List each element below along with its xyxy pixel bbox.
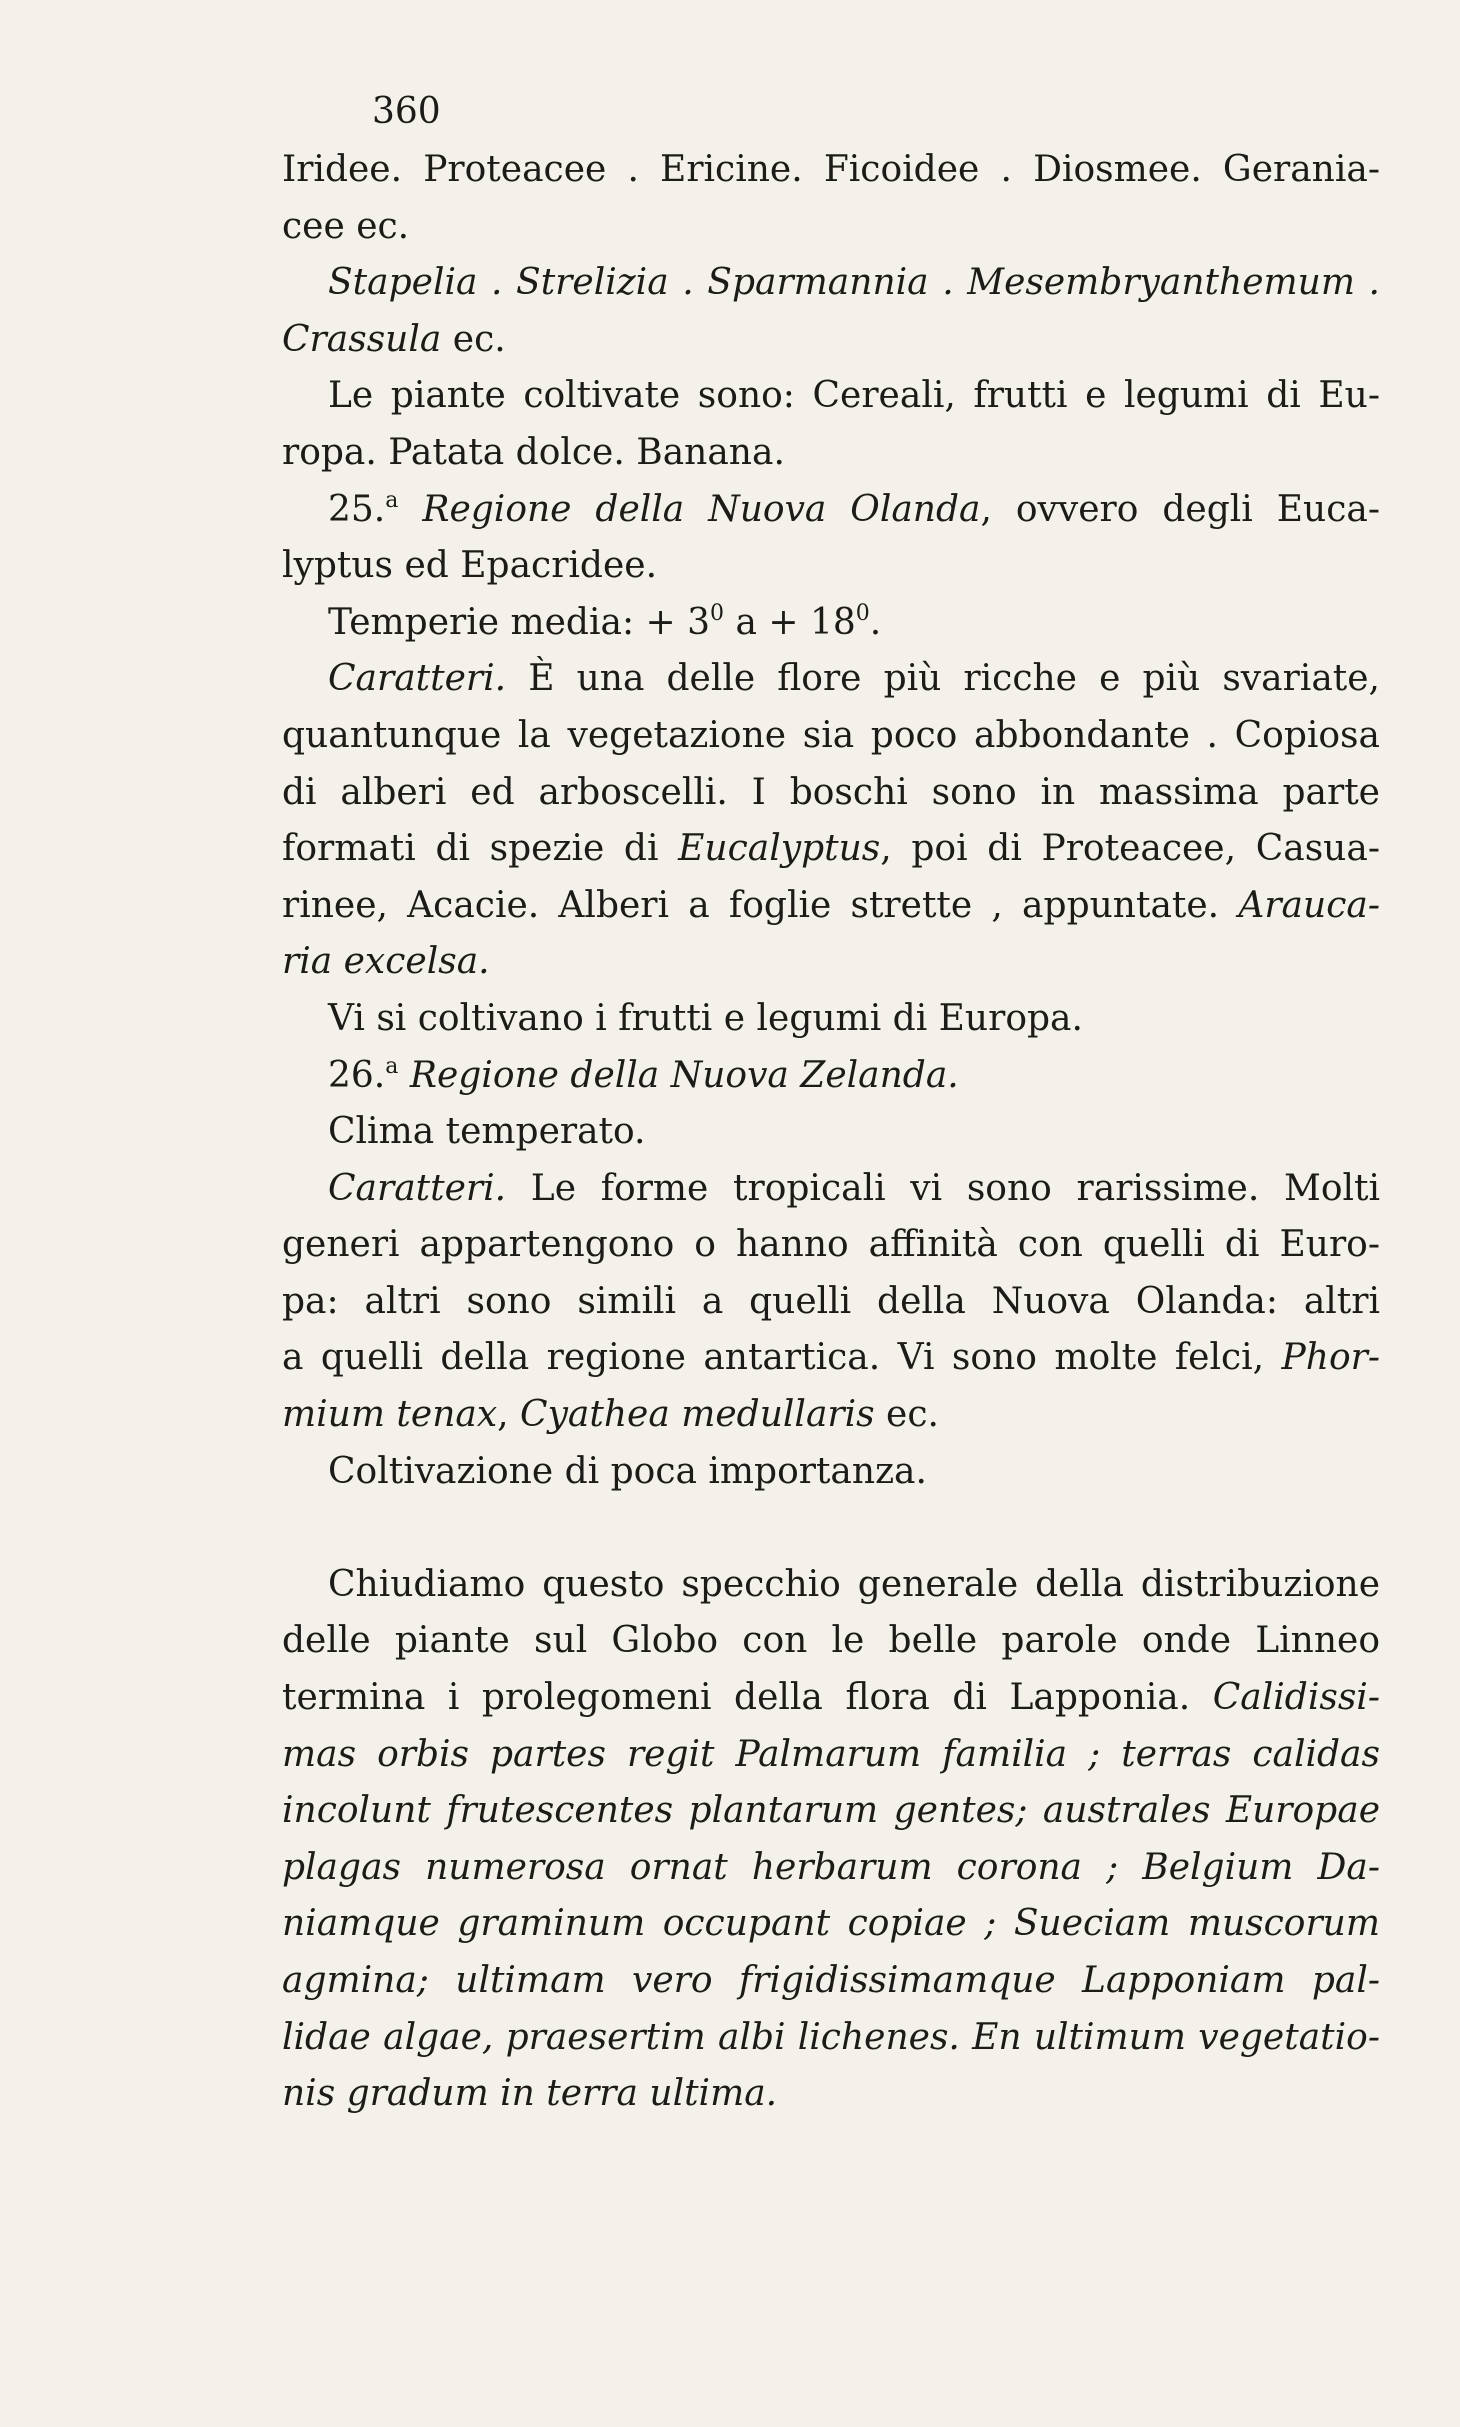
italic-text: Cyathea medullaris: [520, 1394, 875, 1436]
text-segment: Le piante coltivate sono: Cereali, frutti e legumi di Eu-: [328, 375, 1380, 417]
text-line: [282, 2010, 1380, 2067]
text-segment: Temperie media: + 3: [328, 601, 711, 643]
text-line: [282, 1104, 1380, 1161]
text-segment: 26.: [328, 1054, 386, 1096]
italic-text: plagas numerosa ornat herbarum corona ; Belgium Da-: [282, 1846, 1380, 1888]
text-line: [282, 821, 1380, 878]
text-segment: ropa. Patata dolce. Banana.: [282, 431, 785, 473]
text-segment: ec.: [441, 318, 506, 360]
body-text: [282, 142, 1380, 2123]
italic-text: mium tenax: [282, 1394, 498, 1436]
text-line: [282, 1670, 1380, 1727]
italic-text: Regione della Nuova Olanda: [422, 488, 981, 530]
text-segment: formati di spezie di: [282, 828, 679, 870]
italic-text: Phor-: [1281, 1337, 1380, 1379]
text-line: [282, 142, 1380, 199]
text-line: [282, 1953, 1380, 2010]
text-segment: È una delle flore più ricche e più svariate,: [506, 658, 1380, 700]
text-segment: Chiudiamo questo specchio generale della distribuzione: [328, 1563, 1380, 1605]
italic-text: Calidissi-: [1212, 1677, 1380, 1719]
text-line: [282, 482, 1380, 539]
text-segment: Iridee. Proteacee . Ericine. Ficoidee . Diosmee. Gerania-: [282, 149, 1380, 190]
text-segment: quantunque la vegetazione sia poco abbondante . Copiosa: [282, 714, 1380, 756]
italic-text: Regione della Nuova Zelanda.: [409, 1054, 959, 1096]
text-segment: ,: [497, 1394, 521, 1436]
text-line: [282, 425, 1380, 482]
text-line: [282, 368, 1380, 425]
text-segment: termina i prolegomeni della flora di Lapponia.: [282, 1677, 1213, 1719]
text-segment: Clima temperato.: [328, 1111, 646, 1153]
superscript: 0: [855, 600, 870, 626]
text-line: [282, 1557, 1380, 1614]
text-line: [282, 1217, 1380, 1274]
italic-text: nis gradum in terra ultima.: [282, 2073, 778, 2115]
text-line: [282, 595, 1380, 652]
text-segment: ec.: [874, 1394, 939, 1436]
text-segment: pa: altri sono simili a quelli della Nuova Olanda: altri: [282, 1280, 1380, 1322]
text-line: [282, 991, 1380, 1048]
italic-text: niamque graminum occupant copiae ; Sueciam muscorum: [282, 1903, 1380, 1945]
text-line: [282, 1613, 1380, 1670]
text-segment: , ovvero degli Euca-: [980, 488, 1380, 530]
text-segment: Coltivazione di poca importanza.: [328, 1450, 927, 1492]
text-line: [282, 1840, 1380, 1897]
text-segment: delle piante sul Globo con le belle parole onde Linneo: [282, 1620, 1380, 1662]
text-line: [282, 1727, 1380, 1784]
text-segment: lyptus ed Epacridee.: [282, 545, 658, 587]
text-line: [282, 2066, 1380, 2123]
text-segment: cee ec.: [282, 205, 410, 247]
text-line: [282, 934, 1380, 991]
superscript: 0: [710, 600, 725, 626]
text-line: [282, 312, 1380, 369]
italic-text: Caratteri.: [328, 1167, 507, 1209]
italic-text: Eucalyptus: [678, 828, 881, 870]
text-line: [282, 255, 1380, 312]
text-line: [282, 199, 1380, 256]
text-line: [282, 1783, 1380, 1840]
text-line: [282, 1330, 1380, 1387]
text-segment: a + 18: [724, 601, 856, 643]
superscript: a: [385, 1053, 399, 1079]
text-line: [282, 1161, 1380, 1218]
paragraph-spacer: [282, 1500, 1380, 1557]
text-segment: a quelli della regione antartica. Vi sono molte felci,: [282, 1337, 1282, 1379]
text-segment: Vi si coltivano i frutti e legumi di Europa.: [328, 997, 1083, 1039]
page-number: 360: [372, 91, 441, 132]
text-segment: .: [869, 601, 882, 643]
text-line: [282, 1274, 1380, 1331]
italic-text: agmina; ultimam vero frigidissimamque Lapponiam pal-: [282, 1960, 1380, 2001]
text-segment: , poi di Proteacee, Casua-: [880, 828, 1380, 870]
text-segment: rinee, Acacie. Alberi a foglie strette , appuntate.: [282, 884, 1239, 926]
italic-text: Caratteri.: [328, 658, 507, 700]
italic-text: Arauca-: [1238, 884, 1380, 926]
text-segment: [398, 1055, 409, 1096]
text-line: [282, 1048, 1380, 1105]
text-line: [282, 878, 1380, 935]
italic-text: ria excelsa.: [282, 941, 490, 983]
italic-text: incolunt frutescentes plantarum gentes; australes Europae: [282, 1790, 1380, 1832]
text-line: [282, 1896, 1380, 1953]
italic-text: mas orbis partes regit Palmarum familia ; terras calidas: [282, 1733, 1380, 1775]
text-segment: 25.: [328, 488, 386, 530]
text-line: [282, 651, 1380, 708]
italic-text: Crassula: [282, 318, 442, 360]
text-line: [282, 765, 1380, 822]
text-line: [282, 708, 1380, 765]
text-line: [282, 538, 1380, 595]
superscript: a: [385, 487, 399, 513]
text-line: [282, 1387, 1380, 1444]
text-line: [282, 1444, 1380, 1501]
italic-text: Stapelia . Strelizia . Sparmannia . Mesembryanthemum .: [328, 262, 1380, 304]
italic-text: lidae algae, praesertim albi lichenes. En ultimum vegetatio-: [282, 2016, 1380, 2058]
text-segment: generi appartengono o hanno affinità con quelli di Euro-: [282, 1224, 1380, 1266]
text-segment: di alberi ed arboscelli. I boschi sono in massima parte: [282, 771, 1380, 813]
text-segment: [398, 489, 422, 530]
text-segment: Le forme tropicali vi sono rarissime. Molti: [506, 1167, 1380, 1209]
